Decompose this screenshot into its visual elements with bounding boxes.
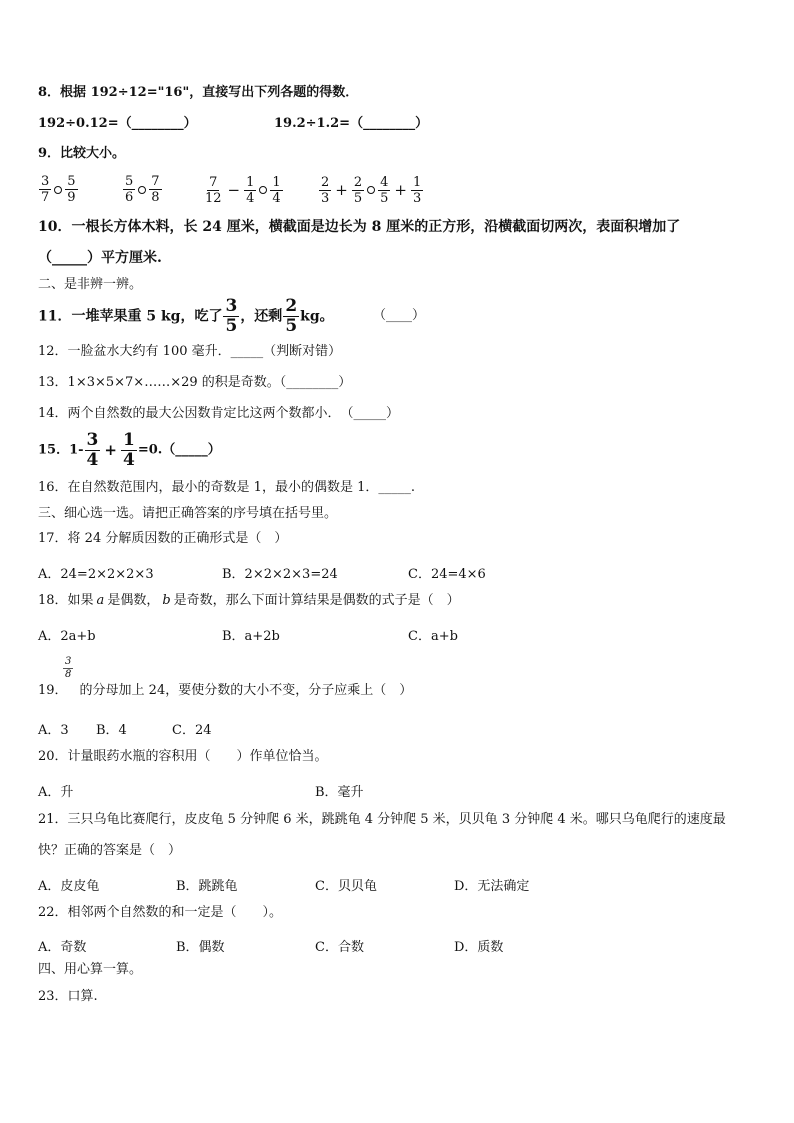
q17-option-b[interactable]: B．2×2×2×3=24: [222, 567, 338, 582]
fraction: $\frac{1}{4}$: [122, 429, 135, 470]
q8-a: 192÷0.12=（________）: [38, 116, 197, 131]
fraction: $\frac{4}{5}$: [380, 174, 389, 206]
fraction: $\frac{7}{8}$: [151, 174, 160, 205]
fraction: $\frac{2}{5}$: [285, 296, 298, 336]
q22-stem: 22．相邻两个自然数的和一定是（ ）。: [38, 905, 283, 920]
fraction: $\frac{1}{4}$: [272, 174, 281, 206]
q17-option-a[interactable]: A．24=2×2×2×3: [38, 567, 154, 582]
q17-stem: 17．将 24 分解质因数的正确形式是（ ）: [38, 531, 288, 546]
q18-option-b[interactable]: B．a+2b: [222, 629, 280, 644]
q8-b: 19.2÷1.2=（________）: [274, 116, 429, 131]
q18-option-c[interactable]: C．a+b: [408, 629, 458, 644]
q21-option-d[interactable]: D．无法确定: [454, 879, 530, 894]
compare-circle: [259, 186, 267, 194]
q9-stem: 9．比较大小。: [38, 146, 126, 161]
section-2-heading: 二、是非辨一辨。: [38, 277, 143, 292]
q20-option-a[interactable]: A．升: [38, 785, 74, 800]
section-3-heading: 三、细心选一选。请把正确答案的序号填在括号里。: [38, 506, 338, 521]
q21-option-b[interactable]: B．跳跳龟: [176, 879, 238, 894]
q22-option-a[interactable]: A．奇数: [38, 940, 87, 955]
q20-stem: 20．计量眼药水瓶的容积用（ ）作单位恰当。: [38, 749, 328, 764]
fraction: $\frac{7}{12}$: [205, 174, 222, 206]
q16: 16．在自然数范围内，最小的奇数是 1，最小的偶数是 1．_____.: [38, 480, 415, 495]
fraction: $\frac{1}{4}$: [246, 174, 255, 206]
q19-option-c[interactable]: C．24: [172, 723, 212, 738]
compare-circle: [138, 186, 146, 194]
fraction: $\frac{3}{7}$: [41, 174, 50, 205]
q19-option-a[interactable]: A．3: [38, 723, 69, 738]
fraction: $\frac{3}{8}$: [65, 656, 72, 680]
fraction: $\frac{5}{6}$: [125, 174, 134, 205]
fraction: $\frac{3}{5}$: [225, 296, 238, 336]
fraction: $\frac{5}{9}$: [67, 174, 76, 205]
compare-circle: [367, 186, 375, 194]
q11-answer-blank[interactable]: （____）: [373, 308, 426, 323]
q22-option-b[interactable]: B．偶数: [176, 940, 225, 955]
q19-fraction: [62, 657, 74, 680]
q21-line2: 快？正确的答案是（ ）: [38, 843, 182, 858]
q9-item-1: [38, 174, 79, 205]
section-4-heading: 四、用心算一算。: [38, 962, 143, 977]
q18-stem: 18．如果 a 是偶数， b 是奇数，那么下面计算结果是偶数的式子是（ ）: [38, 593, 460, 608]
fraction: $\frac{2}{5}$: [353, 174, 363, 206]
q23: 23．口算.: [38, 989, 98, 1004]
q20-option-b[interactable]: B．毫升: [315, 785, 364, 800]
q9-items: [38, 170, 79, 210]
q10-line1: 10．一根长方体木料，长 24 厘米，横截面是边长为 8 厘米的正方形，沿横截面切两次，表面积增加了: [38, 219, 681, 235]
q17-option-c[interactable]: C．24=4×6: [408, 567, 486, 582]
q19-stem: 19． 的分母加上 24，要使分数的大小不变，分子应乘上（ ）: [38, 683, 413, 698]
q11: 11．一堆苹果重 5 kg，吃了 $\frac{3}{5}$ ，还剩 $\frac{2}{5}$ kg。: [38, 296, 334, 336]
fraction: $\frac{1}{3}$: [413, 174, 422, 206]
q9-item-2: [122, 170, 163, 210]
q13: 13．1×3×5×7×……×29 的积是奇数。（________）: [38, 375, 352, 390]
q21-option-c[interactable]: C．贝贝龟: [315, 879, 377, 894]
q19-option-b[interactable]: B．4: [96, 723, 127, 738]
q21-option-a[interactable]: A．皮皮龟: [38, 879, 100, 894]
q9-item-4: $\frac{2}{3}$ + $\frac{2}{5}$ $\frac{4}{5}$ + $\frac{1}{3}$: [321, 174, 422, 206]
q10-line2: （_____）平方厘米.: [38, 250, 162, 266]
q12: 12．一脸盆水大约有 100 毫升．_____（判断对错）: [38, 344, 342, 359]
q9-item-3: $\frac{7}{12}$ − $\frac{1}{4}$ $\frac{1}{4}$: [205, 174, 281, 206]
q15: 15．1- $\frac{3}{4}$ + $\frac{1}{4}$ =0.（_____）: [38, 429, 221, 470]
q22-option-d[interactable]: D．质数: [454, 940, 504, 955]
q8-stem: 8．根据 192÷12="16"，直接写出下列各题的得数．: [38, 85, 359, 100]
q14: 14．两个自然数的最大公因数肯定比这两个数都小． （_____）: [38, 406, 400, 421]
fraction: $\frac{2}{3}$: [321, 174, 330, 206]
q22-option-c[interactable]: C．合数: [315, 940, 364, 955]
compare-circle: [54, 186, 62, 194]
q21-line1: 21．三只乌龟比赛爬行，皮皮龟 5 分钟爬 6 米，跳跳龟 4 分钟爬 5 米，贝贝龟 3 分钟爬 4 米。哪只乌龟爬行的速度最: [38, 812, 726, 827]
q18-option-a[interactable]: A．2a+b: [38, 629, 96, 644]
fraction: $\frac{3}{4}$: [86, 429, 99, 470]
